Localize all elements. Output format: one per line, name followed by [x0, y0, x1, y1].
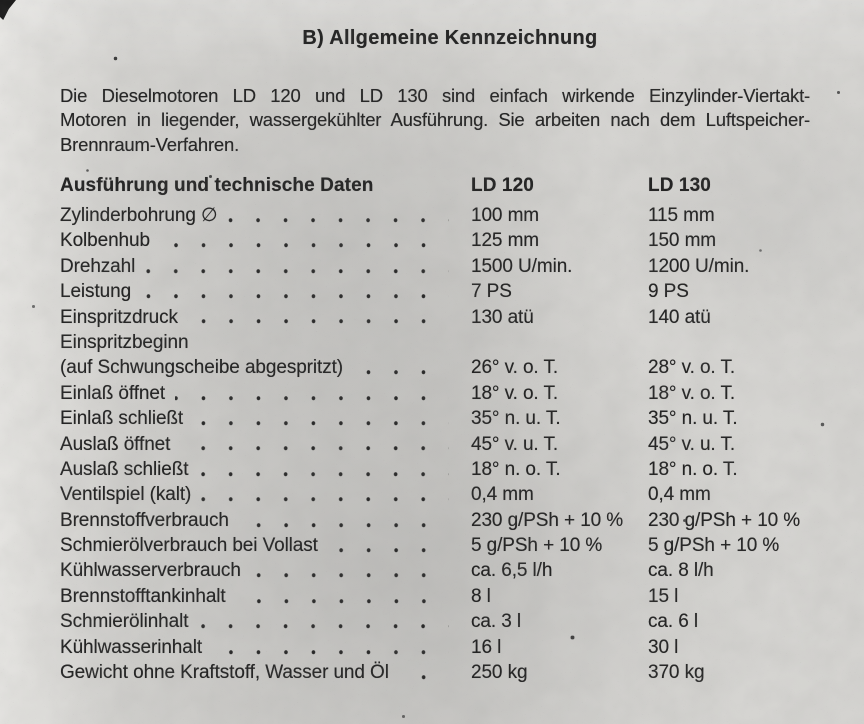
ld130-value: 1200 U/min. [648, 255, 750, 277]
row-label: Kühlwasserverbrauch [60, 560, 241, 582]
dot-leader [180, 432, 449, 457]
row-label: Gewicht ohne Kraftstoff, Wasser und Öl [60, 662, 389, 684]
ld130-value: 0,4 mm [648, 484, 711, 506]
row-label: Leistung [60, 281, 132, 303]
table-row [60, 432, 808, 457]
ld120-value: 8 l [471, 585, 491, 607]
spec-table-body [60, 203, 808, 685]
ld120-value: 250 kg [471, 662, 528, 684]
ld130-value: 140 atü [648, 306, 711, 328]
ld130-value: 150 mm [648, 230, 717, 252]
table-row [60, 482, 808, 507]
header-spacer [383, 173, 449, 198]
table-row [60, 660, 808, 685]
ld130-value: 30 l [648, 636, 679, 658]
table-row [60, 508, 808, 533]
row-label: Ventilspiel (kalt) [60, 484, 192, 506]
dot-leader [198, 609, 449, 634]
table-row [60, 406, 808, 431]
ld120-value: 16 l [471, 636, 502, 658]
dot-leader [212, 635, 449, 660]
row-label: Brennstoffverbrauch [60, 509, 229, 531]
ld130-value: 9 PS [648, 281, 689, 303]
ld120-value: 18° v. o. T. [471, 382, 559, 404]
table-header-label: Ausführung und technische Daten [60, 175, 374, 196]
dot-leader [399, 660, 449, 685]
ld120-value: 100 mm [471, 204, 540, 226]
ld120-value: 130 atü [471, 306, 534, 328]
row-label: Schmierölverbrauch bei Vollast [60, 535, 318, 557]
row-label: Einlaß schließt [60, 408, 184, 430]
table-row [60, 254, 808, 279]
intro-line: Brennraum-Verfahren. [60, 133, 240, 155]
ld120-value: 35° n. u. T. [471, 408, 561, 430]
section-heading: B) Allgemeine Kennzeichnung [302, 27, 598, 49]
dot-leader [193, 406, 449, 431]
row-label: Zylinderbohrung ∅ [60, 204, 218, 226]
ld130-value: 18° n. o. T. [648, 458, 738, 480]
table-header-row [60, 173, 808, 198]
row-label: Einlaß öffnet [60, 382, 166, 404]
table-row [60, 635, 808, 660]
row-label: Kolbenhub [60, 230, 150, 252]
dot-leader [201, 482, 449, 507]
ld130-value: 15 l [648, 585, 679, 607]
ld120-value: 18° n. o. T. [471, 458, 561, 480]
table-row [60, 355, 808, 380]
ld130-value: 35° n. u. T. [648, 408, 738, 430]
table-row [60, 457, 808, 482]
row-label: Einspritzbeginn [60, 331, 189, 353]
ld120-value: 0,4 mm [471, 484, 534, 506]
ld130-value: 115 mm [648, 204, 715, 226]
scan-corner-artifact [0, 0, 16, 20]
dot-leader [328, 533, 449, 558]
ld130-value: 230 g/PSh + 10 % [648, 509, 801, 531]
table-row [60, 279, 808, 304]
ld130-value: ca. 8 l/h [648, 560, 714, 582]
scan-speckles [0, 0, 1, 1]
ld120-value: 230 g/PSh + 10 % [471, 509, 624, 531]
table-row [60, 203, 808, 228]
row-label: Schmierölinhalt [60, 611, 189, 633]
dot-leader [198, 330, 449, 355]
table-row [60, 584, 808, 609]
dot-leader [198, 457, 449, 482]
intro-line: Die Dieselmotoren LD 120 und LD 130 sind einfach wirkende Einzylinder-Viertakt- [60, 85, 810, 106]
table-row [60, 330, 808, 355]
dot-leader [239, 508, 449, 533]
dot-leader [141, 279, 449, 304]
dot-leader [236, 584, 449, 609]
table-row [60, 609, 808, 634]
row-label: (auf Schwungscheibe abgespritzt) [60, 357, 344, 379]
intro-line: Motoren in liegender, wassergekühlter Ausführung. Sie arbeiten nach dem Luftspeicher- [60, 109, 810, 131]
row-label: Brennstofftankinhalt [60, 585, 226, 607]
table-row [60, 305, 808, 330]
ld130-value: ca. 6 l [648, 611, 698, 633]
row-label: Auslaß schließt [60, 458, 189, 480]
ld120-value: 7 PS [471, 281, 512, 303]
table-row [60, 381, 808, 406]
ld120-value: 125 mm [471, 230, 540, 252]
dot-leader [175, 381, 449, 406]
table-row [60, 558, 808, 583]
ld130-value: 18° v. o. T. [648, 382, 736, 404]
ld130-value: 5 g/PSh + 10 % [648, 535, 780, 557]
ld130-value: 28° v. o. T. [648, 357, 736, 379]
row-label: Kühlwasserinhalt [60, 636, 203, 658]
dot-leader [353, 355, 449, 380]
intro-paragraph [60, 84, 810, 157]
ld120-value: 26° v. o. T. [471, 357, 559, 379]
table-row [60, 533, 808, 558]
ld120-value: 45° v. u. T. [471, 433, 559, 455]
ld130-value: 45° v. u. T. [648, 433, 736, 455]
dot-leader [188, 305, 449, 330]
ld120-value: ca. 3 l [471, 611, 521, 633]
ld120-value: 1500 U/min. [471, 255, 573, 277]
ld130-value: 370 kg [648, 662, 705, 684]
dot-leader [251, 558, 449, 583]
ld120-value: 5 g/PSh + 10 % [471, 535, 603, 557]
dot-leader [227, 203, 449, 228]
row-label: Auslaß öffnet [60, 433, 171, 455]
table-row [60, 228, 808, 253]
column-header-ld130: LD 130 [648, 175, 711, 196]
dot-leader [145, 254, 449, 279]
column-header-ld120: LD 120 [471, 175, 534, 196]
spec-table [60, 173, 808, 685]
row-label: Einspritzdruck [60, 306, 178, 328]
row-label: Drehzahl [60, 255, 136, 277]
dot-leader [160, 228, 449, 253]
ld120-value: ca. 6,5 l/h [471, 560, 553, 582]
